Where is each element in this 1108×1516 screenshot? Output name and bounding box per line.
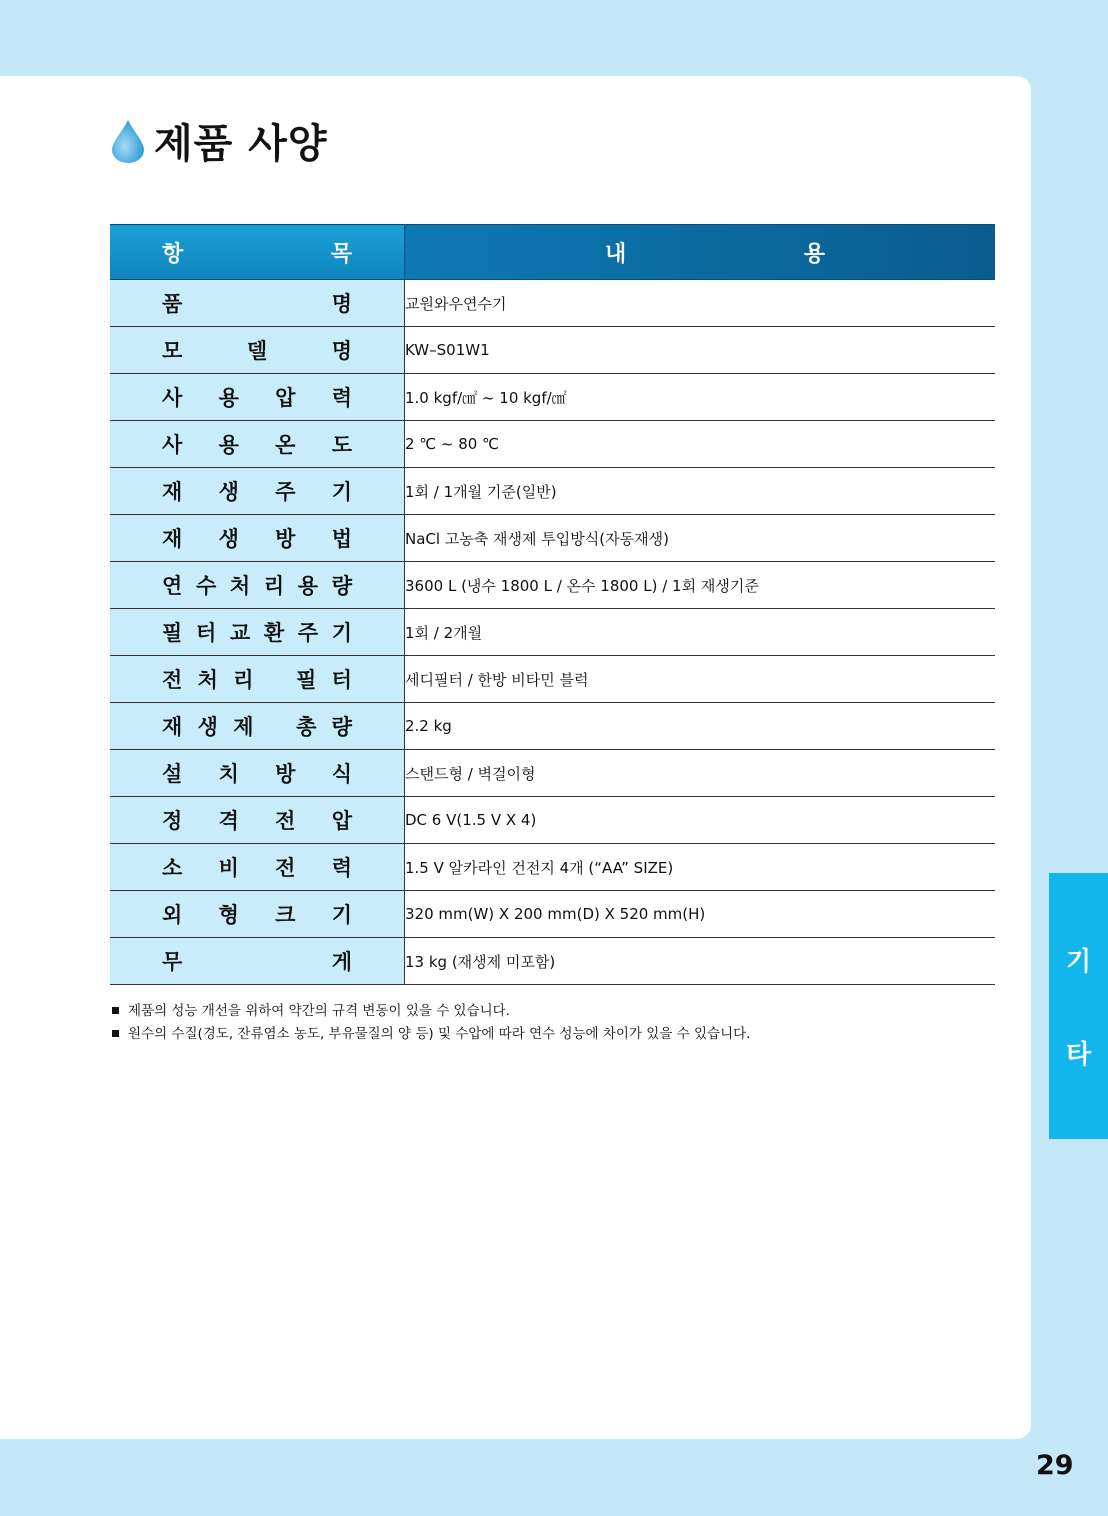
spec-label-char: 온 [275, 433, 296, 457]
spec-value: 1회 / 2개월 [405, 609, 996, 656]
table-row [110, 562, 995, 609]
spec-label-char: 전 [275, 856, 296, 880]
spec-label-char: 명 [331, 339, 352, 363]
header-item-char: 항 [162, 241, 184, 267]
spec-label-char: 압 [331, 809, 352, 833]
spec-label-char: 외 [162, 903, 183, 927]
spec-label-char: 방 [275, 762, 296, 786]
spec-label-char: 량 [331, 574, 352, 598]
spec-label-char: 생 [218, 527, 239, 551]
bullet-square-icon [112, 1030, 119, 1037]
spec-label-char: 수 [195, 574, 217, 598]
spec-value: 3600 L (냉수 1800 L / 온수 1800 L) / 1회 재생기준 [405, 562, 996, 609]
spec-label [110, 515, 405, 562]
spec-label-char: 리 [263, 574, 285, 598]
spec-label-char: 기 [331, 480, 352, 504]
note-item [112, 1000, 750, 1023]
spec-label [110, 421, 405, 468]
table-row [110, 750, 995, 797]
spec-label-char: 격 [218, 809, 239, 833]
spec-label [110, 562, 405, 609]
spec-label-char: 치 [218, 762, 239, 786]
spec-label-char [269, 664, 281, 694]
spec-label-char: 델 [246, 339, 268, 363]
header-content-char: 내 [605, 241, 627, 267]
spec-value: 1.0 kgf/㎠ ~ 10 kgf/㎠ [405, 374, 996, 421]
spec-label-char: 주 [297, 621, 319, 645]
table-row [110, 421, 995, 468]
spec-label-char: 생 [197, 715, 218, 739]
header-content [405, 225, 996, 280]
spec-value: 2 ℃ ~ 80 ℃ [405, 421, 996, 468]
spec-label-char: 용 [297, 574, 319, 598]
spec-label-char: 정 [162, 809, 183, 833]
spec-label-char: 필 [296, 668, 317, 692]
spec-label-char: 설 [162, 762, 183, 786]
note-text: 제품의 성능 개선을 위하여 약간의 규격 변동이 있을 수 있습니다. [128, 1003, 510, 1019]
spec-value: 320 mm(W) X 200 mm(D) X 520 mm(H) [405, 891, 996, 938]
spec-value: 13 kg (재생제 미포함) [405, 938, 996, 985]
spec-label-char: 리 [233, 668, 254, 692]
spec-label-char: 량 [331, 715, 352, 739]
page-title-text: 제품 사양 [154, 121, 328, 167]
spec-label-char: 사 [162, 386, 183, 410]
spec-label-char: 재 [162, 527, 183, 551]
spec-label-char: 크 [275, 903, 296, 927]
table-row [110, 515, 995, 562]
table-row [110, 609, 995, 656]
notes [112, 1000, 750, 1046]
spec-label-char: 식 [331, 762, 352, 786]
spec-label-char: 형 [218, 903, 239, 927]
spec-label-char: 재 [162, 715, 183, 739]
table-row [110, 280, 995, 327]
table-row [110, 703, 995, 750]
spec-label-char: 무 [162, 950, 183, 974]
header-item-char: 목 [330, 241, 352, 267]
spec-value: NaCl 고농축 재생제 투입방식(자동재생) [405, 515, 996, 562]
table-row [110, 891, 995, 938]
spec-label-char: 환 [263, 621, 285, 645]
spec-value: 1회 / 1개월 기준(일반) [405, 468, 996, 515]
spec-label [110, 703, 405, 750]
spec-label-char: 전 [275, 809, 296, 833]
spec-label [110, 609, 405, 656]
spec-label-char: 터 [331, 668, 352, 692]
table-row [110, 468, 995, 515]
note-item [112, 1023, 750, 1046]
spec-label-char: 명 [331, 292, 352, 316]
water-drop-icon [110, 118, 146, 164]
spec-label [110, 374, 405, 421]
spec-label-char: 사 [162, 433, 183, 457]
spec-label-char: 품 [162, 292, 183, 316]
table-row [110, 797, 995, 844]
spec-label-char: 교 [229, 621, 251, 645]
spec-label-char: 기 [331, 903, 352, 927]
spec-table [110, 224, 995, 985]
spec-label-char: 총 [296, 715, 317, 739]
spec-label-char: 비 [218, 856, 239, 880]
spec-label-char: 제 [233, 715, 254, 739]
spec-label-char: 필 [162, 621, 183, 645]
spec-label-char: 주 [275, 480, 296, 504]
spec-value: 스탠드형 / 벽걸이형 [405, 750, 996, 797]
side-tab[interactable] [1049, 873, 1108, 1139]
side-tab-char: 기 [1065, 947, 1092, 977]
header-item [110, 225, 405, 280]
spec-label [110, 656, 405, 703]
page-number: 29 [1036, 1450, 1074, 1481]
table-row [110, 844, 995, 891]
table-row [110, 327, 995, 374]
spec-label [110, 891, 405, 938]
spec-label-char: 압 [275, 386, 296, 410]
spec-value: 세디필터 / 한방 비타민 블럭 [405, 656, 996, 703]
spec-label [110, 844, 405, 891]
table-row [110, 938, 995, 985]
spec-label-char: 용 [218, 386, 239, 410]
bullet-square-icon [112, 1007, 119, 1014]
header-content-char: 용 [803, 241, 825, 267]
spec-label [110, 468, 405, 515]
spec-label-char: 모 [162, 339, 183, 363]
spec-label [110, 327, 405, 374]
table-row [110, 656, 995, 703]
spec-label-char: 력 [331, 856, 352, 880]
spec-label-char: 방 [275, 527, 296, 551]
page-title [110, 112, 328, 169]
spec-label-char: 기 [331, 621, 352, 645]
spec-label [110, 280, 405, 327]
note-text: 원수의 수질(경도, 잔류염소 농도, 부유물질의 양 등) 및 수압에 따라 연수 성능에 차이가 있을 수 있습니다. [128, 1026, 751, 1042]
spec-label-char: 전 [162, 668, 183, 692]
spec-label-char: 재 [162, 480, 183, 504]
spec-label-char: 게 [331, 950, 352, 974]
side-tab-char: 타 [1065, 1040, 1092, 1070]
spec-label [110, 938, 405, 985]
spec-label [110, 750, 405, 797]
spec-label-char: 처 [197, 668, 218, 692]
spec-label-char: 처 [229, 574, 251, 598]
spec-label-char: 연 [162, 574, 183, 598]
spec-label-char: 용 [218, 433, 239, 457]
spec-value: DC 6 V(1.5 V X 4) [405, 797, 996, 844]
spec-label-char: 력 [331, 386, 352, 410]
spec-label-char [269, 711, 281, 741]
spec-label-char: 소 [162, 856, 183, 880]
table-header-row [110, 225, 995, 280]
spec-value: 1.5 V 알카라인 건전지 4개 (“AA” SIZE) [405, 844, 996, 891]
table-row [110, 374, 995, 421]
spec-label [110, 797, 405, 844]
spec-value: 교원와우연수기 [405, 280, 996, 327]
spec-label-char: 생 [218, 480, 239, 504]
spec-label-char: 터 [195, 621, 217, 645]
spec-table-body [110, 280, 995, 985]
spec-value: 2.2 kg [405, 703, 996, 750]
spec-value: KW–S01W1 [405, 327, 996, 374]
spec-label-char: 법 [331, 527, 352, 551]
spec-label-char: 도 [331, 433, 352, 457]
